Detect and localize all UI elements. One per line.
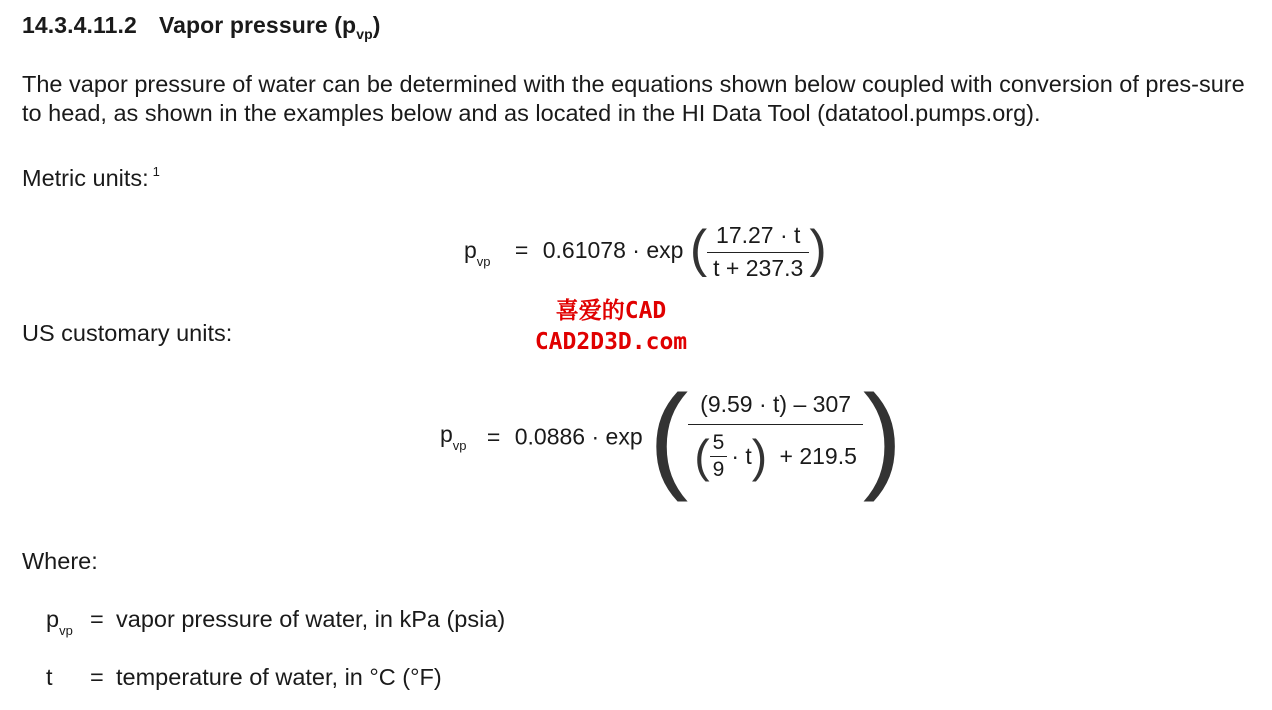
us-fraction	[688, 391, 863, 483]
metric-left-paren: (	[689, 220, 708, 278]
definition-text: vapor pressure of water, in kPa (psia)	[116, 606, 506, 632]
footnote-marker: 1	[152, 164, 160, 179]
us-inner-left-paren: (	[694, 430, 710, 482]
us-equation	[440, 371, 903, 503]
us-right-paren: )	[862, 371, 903, 503]
us-equals: =	[486, 423, 501, 450]
definition-symbol: t	[46, 664, 53, 690]
us-den-rest: + 219.5	[779, 442, 857, 469]
section-number: 14.3.4.11.2	[22, 12, 137, 38]
us-denominator	[688, 424, 863, 483]
metric-coefficient: 0.61078 · exp	[542, 237, 684, 263]
us-inner-numerator: 5	[712, 430, 725, 454]
us-units-label: US customary units:	[22, 320, 233, 346]
us-lhs: $p_{vp}$	[440, 421, 467, 453]
definition-t	[46, 664, 442, 691]
section-title: Vapor pressure $(p_{vp})$	[158, 12, 381, 42]
metric-denominator: t + 237.3	[707, 252, 809, 282]
metric-fraction	[707, 222, 809, 282]
definition-equals: =	[90, 664, 104, 690]
metric-numerator: 17.27 · t	[716, 221, 801, 248]
metric-lhs: $p_{vp}$	[464, 237, 491, 269]
metric-equals: =	[514, 237, 529, 263]
us-inner-fraction	[710, 431, 728, 482]
definition-equals: =	[90, 606, 104, 632]
definition-pvp	[46, 606, 505, 638]
us-inner-mult: · t	[731, 442, 752, 469]
us-inner-right-paren: )	[751, 430, 768, 482]
where-label: Where:	[22, 548, 98, 574]
definition-text: temperature of water, in °C (°F)	[116, 664, 442, 690]
us-numerator: (9.59 · t) – 307	[700, 391, 852, 417]
definition-symbol: $p_{vp}$	[46, 606, 73, 638]
intro-paragraph: The vapor pressure of water can be determined with the equations shown below coupled with conversion of pres-sure to head, as shown in the examples below and as located in the HI Data Tool (datatool.pumps.org).	[22, 71, 1245, 126]
metric-equation	[464, 219, 827, 282]
us-coefficient: 0.0886 · exp	[514, 423, 643, 450]
us-inner-denominator: 9	[710, 456, 728, 482]
section-heading	[22, 12, 381, 42]
watermark: 喜爱的CAD CAD2D3D.com	[534, 298, 688, 355]
us-left-paren: (	[649, 371, 689, 503]
metric-right-paren: )	[809, 220, 827, 278]
metric-units-label: Metric units: $^1$	[22, 164, 160, 191]
